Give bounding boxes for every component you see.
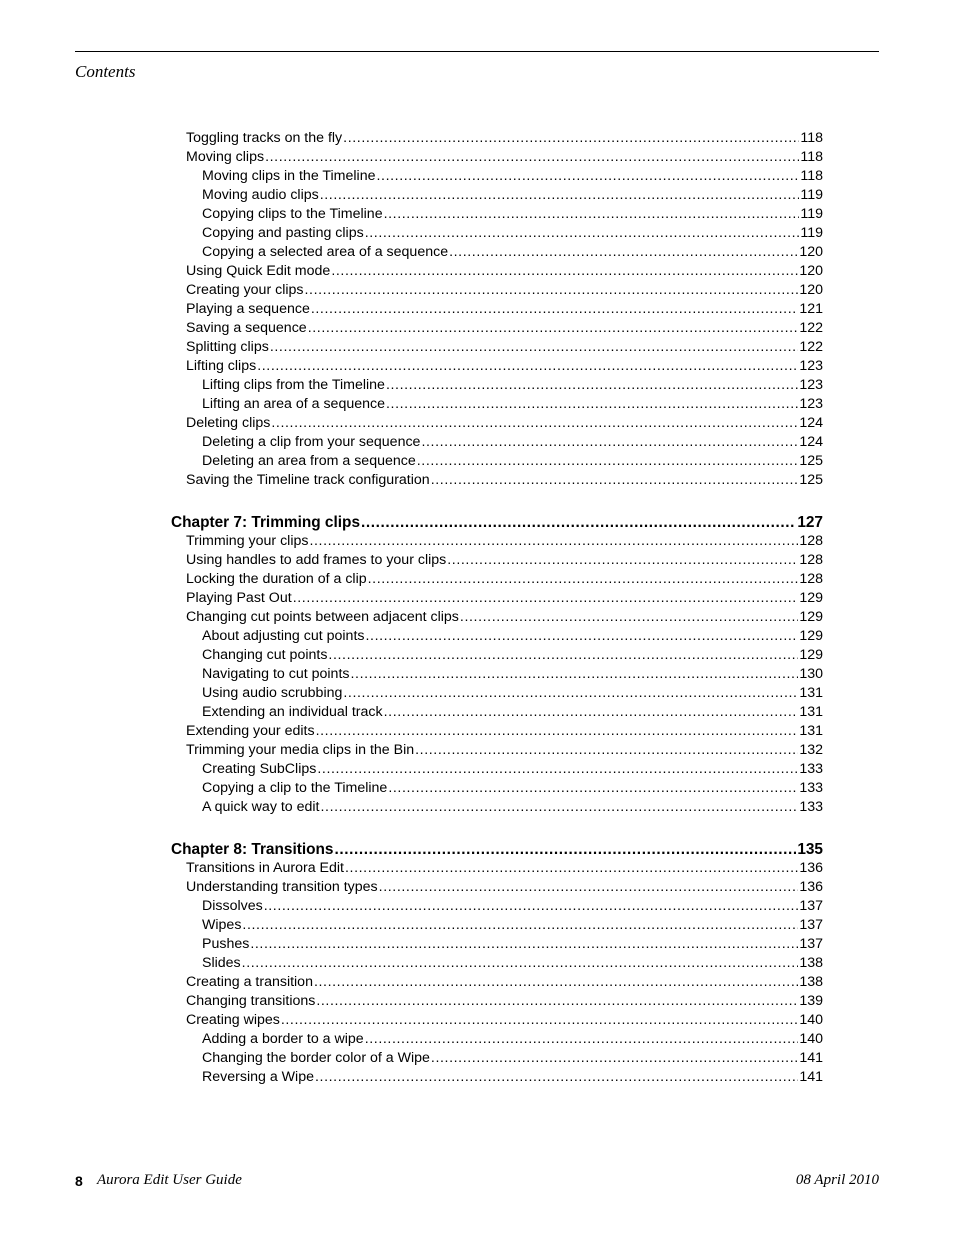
dot-leader — [321, 798, 799, 817]
dot-leader — [264, 897, 799, 916]
toc-entry[interactable] — [202, 186, 823, 205]
toc-entry-title: Chapter 7: Trimming clips — [171, 514, 361, 531]
toc-entry-page: 120 — [799, 263, 823, 279]
toc-entry[interactable] — [202, 665, 823, 684]
dot-leader — [311, 300, 798, 319]
toc-entry-page: 124 — [799, 434, 823, 450]
toc-entry-title: Playing a sequence — [186, 301, 310, 317]
toc-entry-page: 120 — [799, 282, 823, 298]
toc-entry-page: 128 — [799, 552, 823, 568]
toc-entry-title: Deleting a clip from your sequence — [202, 434, 421, 450]
dot-leader — [384, 703, 799, 722]
toc-entry-title: Reversing a Wipe — [202, 1069, 314, 1085]
toc-entry-title: Changing cut points — [202, 647, 328, 663]
toc-entry-page: 125 — [799, 453, 823, 469]
dot-leader — [343, 684, 798, 703]
dot-leader — [320, 186, 800, 205]
toc-entry-title: Using handles to add frames to your clips — [186, 552, 447, 568]
dot-leader — [331, 262, 798, 281]
toc-entry-page: 119 — [800, 206, 823, 222]
toc-entry-title: Moving audio clips — [202, 187, 319, 203]
toc-entry-page: 128 — [799, 533, 823, 549]
dot-leader — [365, 224, 800, 243]
toc-entry[interactable] — [202, 1030, 823, 1049]
toc-entry-title: Changing cut points between adjacent clips — [186, 609, 459, 625]
toc-entry[interactable] — [186, 319, 823, 338]
toc-entry-page: 140 — [799, 1012, 823, 1028]
toc-entry[interactable] — [186, 589, 823, 608]
toc-entry[interactable] — [202, 627, 823, 646]
toc-entry-title: Locking the duration of a clip — [186, 571, 367, 587]
toc-entry-page: 138 — [799, 974, 823, 990]
dot-leader — [365, 627, 798, 646]
dot-leader — [316, 992, 798, 1011]
dot-leader — [431, 471, 799, 490]
toc-entry[interactable] — [186, 357, 823, 376]
toc-entry-title: Slides — [202, 955, 241, 971]
dot-leader — [317, 760, 798, 779]
toc-entry-title: Copying clips to the Timeline — [202, 206, 383, 222]
dot-leader — [447, 551, 798, 570]
toc-entry-title: Saving a sequence — [186, 320, 307, 336]
toc-entry-page: 123 — [799, 358, 823, 374]
dot-leader — [345, 859, 798, 878]
toc-entry-title: Extending your edits — [186, 723, 315, 739]
toc-entry-title: Extending an individual track — [202, 704, 383, 720]
toc-entry-title: Creating a transition — [186, 974, 313, 990]
toc-entry-title: Moving clips in the Timeline — [202, 168, 376, 184]
toc-entry[interactable] — [186, 992, 823, 1011]
toc-entry[interactable] — [202, 646, 823, 665]
toc-entry-title: Copying and pasting clips — [202, 225, 364, 241]
toc-entry-page: 131 — [799, 723, 823, 739]
toc-entry-page: 119 — [800, 187, 823, 203]
toc-entry[interactable] — [202, 205, 823, 224]
toc-entry[interactable] — [202, 897, 823, 916]
dot-leader — [305, 281, 799, 300]
toc-entry[interactable] — [202, 703, 823, 722]
toc-entry[interactable] — [202, 167, 823, 186]
toc-entry-page: 122 — [799, 320, 823, 336]
dot-leader — [281, 1011, 798, 1030]
toc-entry-title: Understanding transition types — [186, 879, 378, 895]
toc-entry-page: 140 — [799, 1031, 823, 1047]
page-footer — [0, 1172, 954, 1192]
toc-entry-title: Wipes — [202, 917, 242, 933]
toc-entry-page: 136 — [799, 879, 823, 895]
dot-leader — [365, 1030, 799, 1049]
toc-entry[interactable] — [186, 570, 823, 589]
toc-entry-page: 130 — [799, 666, 823, 682]
toc-entry[interactable] — [202, 1049, 823, 1068]
dot-leader — [314, 973, 798, 992]
dot-leader — [361, 513, 796, 533]
toc-entry-page: 118 — [800, 168, 823, 184]
toc-entry-page: 129 — [799, 609, 823, 625]
toc-entry[interactable] — [186, 608, 823, 627]
toc-entry-title: Lifting an area of a sequence — [202, 396, 385, 412]
toc-entry-page: 141 — [799, 1069, 823, 1085]
toc-entry-page: 133 — [799, 799, 823, 815]
dot-leader — [421, 433, 798, 452]
header-rule — [75, 51, 879, 52]
toc-entry[interactable] — [186, 281, 823, 300]
toc-entry-title: A quick way to edit — [202, 799, 320, 815]
toc-entry-title: Changing the border color of a Wipe — [202, 1050, 430, 1066]
toc-entry[interactable] — [186, 551, 823, 570]
running-head: Contents — [75, 62, 136, 81]
toc-entry[interactable] — [186, 262, 823, 281]
toc-entry-page: 129 — [799, 628, 823, 644]
dot-leader — [270, 338, 799, 357]
toc-entry[interactable] — [186, 859, 823, 878]
toc-entry-title: Chapter 8: Transitions — [171, 841, 334, 858]
dot-leader — [265, 148, 799, 167]
toc-entry[interactable] — [186, 1011, 823, 1030]
toc-entry-title: Lifting clips — [186, 358, 257, 374]
toc-entry-page: 121 — [799, 301, 823, 317]
toc-entry-title: Dissolves — [202, 898, 263, 914]
toc-entry[interactable] — [202, 395, 823, 414]
toc-entry-page: 137 — [799, 917, 823, 933]
footer-page-number: 8 — [75, 1173, 83, 1189]
toc-entry[interactable] — [186, 414, 823, 433]
toc-entry[interactable] — [202, 1068, 823, 1087]
toc-entry[interactable] — [202, 376, 823, 395]
footer-guide-title: Aurora Edit User Guide — [97, 1172, 242, 1188]
toc-entry-title: About adjusting cut points — [202, 628, 365, 644]
dot-leader — [250, 935, 798, 954]
toc-entry-title: Adding a border to a wipe — [202, 1031, 364, 1047]
toc-entry-page: 124 — [799, 415, 823, 431]
toc-entry-title: Playing Past Out — [186, 590, 292, 606]
toc-entry-page: 128 — [799, 571, 823, 587]
dot-leader — [379, 878, 799, 897]
toc-entry-page: 139 — [799, 993, 823, 1009]
toc-entry-title: Changing transitions — [186, 993, 316, 1009]
toc-entry[interactable] — [202, 916, 823, 935]
toc-entry-title: Trimming your media clips in the Bin — [186, 742, 415, 758]
toc-entry-page: 131 — [799, 704, 823, 720]
toc-entry-page: 122 — [799, 339, 823, 355]
toc-chapter-heading[interactable] — [171, 840, 823, 860]
toc-entry[interactable] — [202, 779, 823, 798]
toc-entry-title: Splitting clips — [186, 339, 269, 355]
toc-entry[interactable] — [202, 954, 823, 973]
dot-leader — [415, 741, 798, 760]
toc-entry[interactable] — [202, 433, 823, 452]
dot-leader — [271, 414, 798, 433]
toc-entry-title: Creating wipes — [186, 1012, 280, 1028]
toc-entry-page: 129 — [799, 647, 823, 663]
toc-entry-title: Using Quick Edit mode — [186, 263, 331, 279]
toc-entry[interactable] — [186, 338, 823, 357]
dot-leader — [308, 319, 799, 338]
toc-chapter-heading[interactable] — [171, 513, 823, 533]
toc-entry[interactable] — [186, 148, 823, 167]
toc-entry-title: Deleting an area from a sequence — [202, 453, 416, 469]
toc-entry-page: 136 — [799, 860, 823, 876]
dot-leader — [242, 916, 798, 935]
toc-entry[interactable] — [202, 224, 823, 243]
dot-leader — [449, 243, 798, 262]
dot-leader — [242, 954, 799, 973]
toc-entry-page: 129 — [799, 590, 823, 606]
dot-leader — [386, 395, 798, 414]
dot-leader — [384, 205, 800, 224]
toc-entry-page: 133 — [799, 761, 823, 777]
toc-entry[interactable] — [186, 532, 823, 551]
toc-entry-title: Copying a clip to the Timeline — [202, 780, 388, 796]
toc-entry-page: 133 — [799, 780, 823, 796]
toc-entry-page: 120 — [799, 244, 823, 260]
toc-entry-title: Transitions in Aurora Edit — [186, 860, 344, 876]
toc-entry-page: 141 — [799, 1050, 823, 1066]
toc-entry-title: Deleting clips — [186, 415, 271, 431]
toc-entry-title: Creating your clips — [186, 282, 304, 298]
toc-entry-title: Trimming your clips — [186, 533, 309, 549]
toc-entry-page: 125 — [799, 472, 823, 488]
dot-leader — [368, 570, 799, 589]
toc-entry[interactable] — [202, 798, 823, 817]
toc-entry-page: 119 — [800, 225, 823, 241]
toc-entry[interactable] — [202, 760, 823, 779]
toc-entry[interactable] — [202, 243, 823, 262]
toc-entry-page: 127 — [797, 514, 823, 531]
toc-entry[interactable] — [186, 878, 823, 897]
dot-leader — [376, 167, 799, 186]
toc-entry-title: Moving clips — [186, 149, 265, 165]
toc-entry-page: 132 — [799, 742, 823, 758]
toc-entry-page: 137 — [799, 898, 823, 914]
dot-leader — [417, 452, 799, 471]
toc-entry-title: Pushes — [202, 936, 250, 952]
toc-entry-page: 123 — [799, 377, 823, 393]
toc-entry-page: 137 — [799, 936, 823, 952]
toc-entry-title: Using audio scrubbing — [202, 685, 343, 701]
toc-entry-page: 123 — [799, 396, 823, 412]
dot-leader — [343, 129, 799, 148]
toc-entry-page: 131 — [799, 685, 823, 701]
toc-entry[interactable] — [186, 741, 823, 760]
toc-entry-page: 118 — [800, 130, 823, 146]
dot-leader — [335, 840, 797, 860]
toc-entry-page: 135 — [797, 841, 823, 858]
toc-entry-title: Copying a selected area of a sequence — [202, 244, 449, 260]
dot-leader — [293, 589, 799, 608]
toc-entry-title: Toggling tracks on the fly — [186, 130, 343, 146]
dot-leader — [316, 722, 799, 741]
toc-entry-title: Saving the Timeline track configuration — [186, 472, 430, 488]
toc-entry[interactable] — [202, 684, 823, 703]
dot-leader — [257, 357, 798, 376]
dot-leader — [350, 665, 798, 684]
footer-date: 08 April 2010 — [795, 1172, 879, 1188]
toc-entry-title: Lifting clips from the Timeline — [202, 377, 385, 393]
toc-entry-page: 118 — [800, 149, 823, 165]
dot-leader — [328, 646, 798, 665]
toc-entry-page: 138 — [799, 955, 823, 971]
toc-entry[interactable] — [202, 935, 823, 954]
dot-leader — [460, 608, 798, 627]
dot-leader — [388, 779, 798, 798]
dot-leader — [431, 1049, 798, 1068]
toc-entry[interactable] — [186, 722, 823, 741]
toc-entry[interactable] — [202, 452, 823, 471]
dot-leader — [309, 532, 798, 551]
toc-entry-title: Creating SubClips — [202, 761, 317, 777]
toc-entry-title: Navigating to cut points — [202, 666, 350, 682]
toc-entry[interactable] — [186, 471, 823, 490]
toc-entry[interactable] — [186, 129, 823, 148]
dot-leader — [386, 376, 798, 395]
toc-entry[interactable] — [186, 300, 823, 319]
dot-leader — [315, 1068, 798, 1087]
toc-entry[interactable] — [186, 973, 823, 992]
